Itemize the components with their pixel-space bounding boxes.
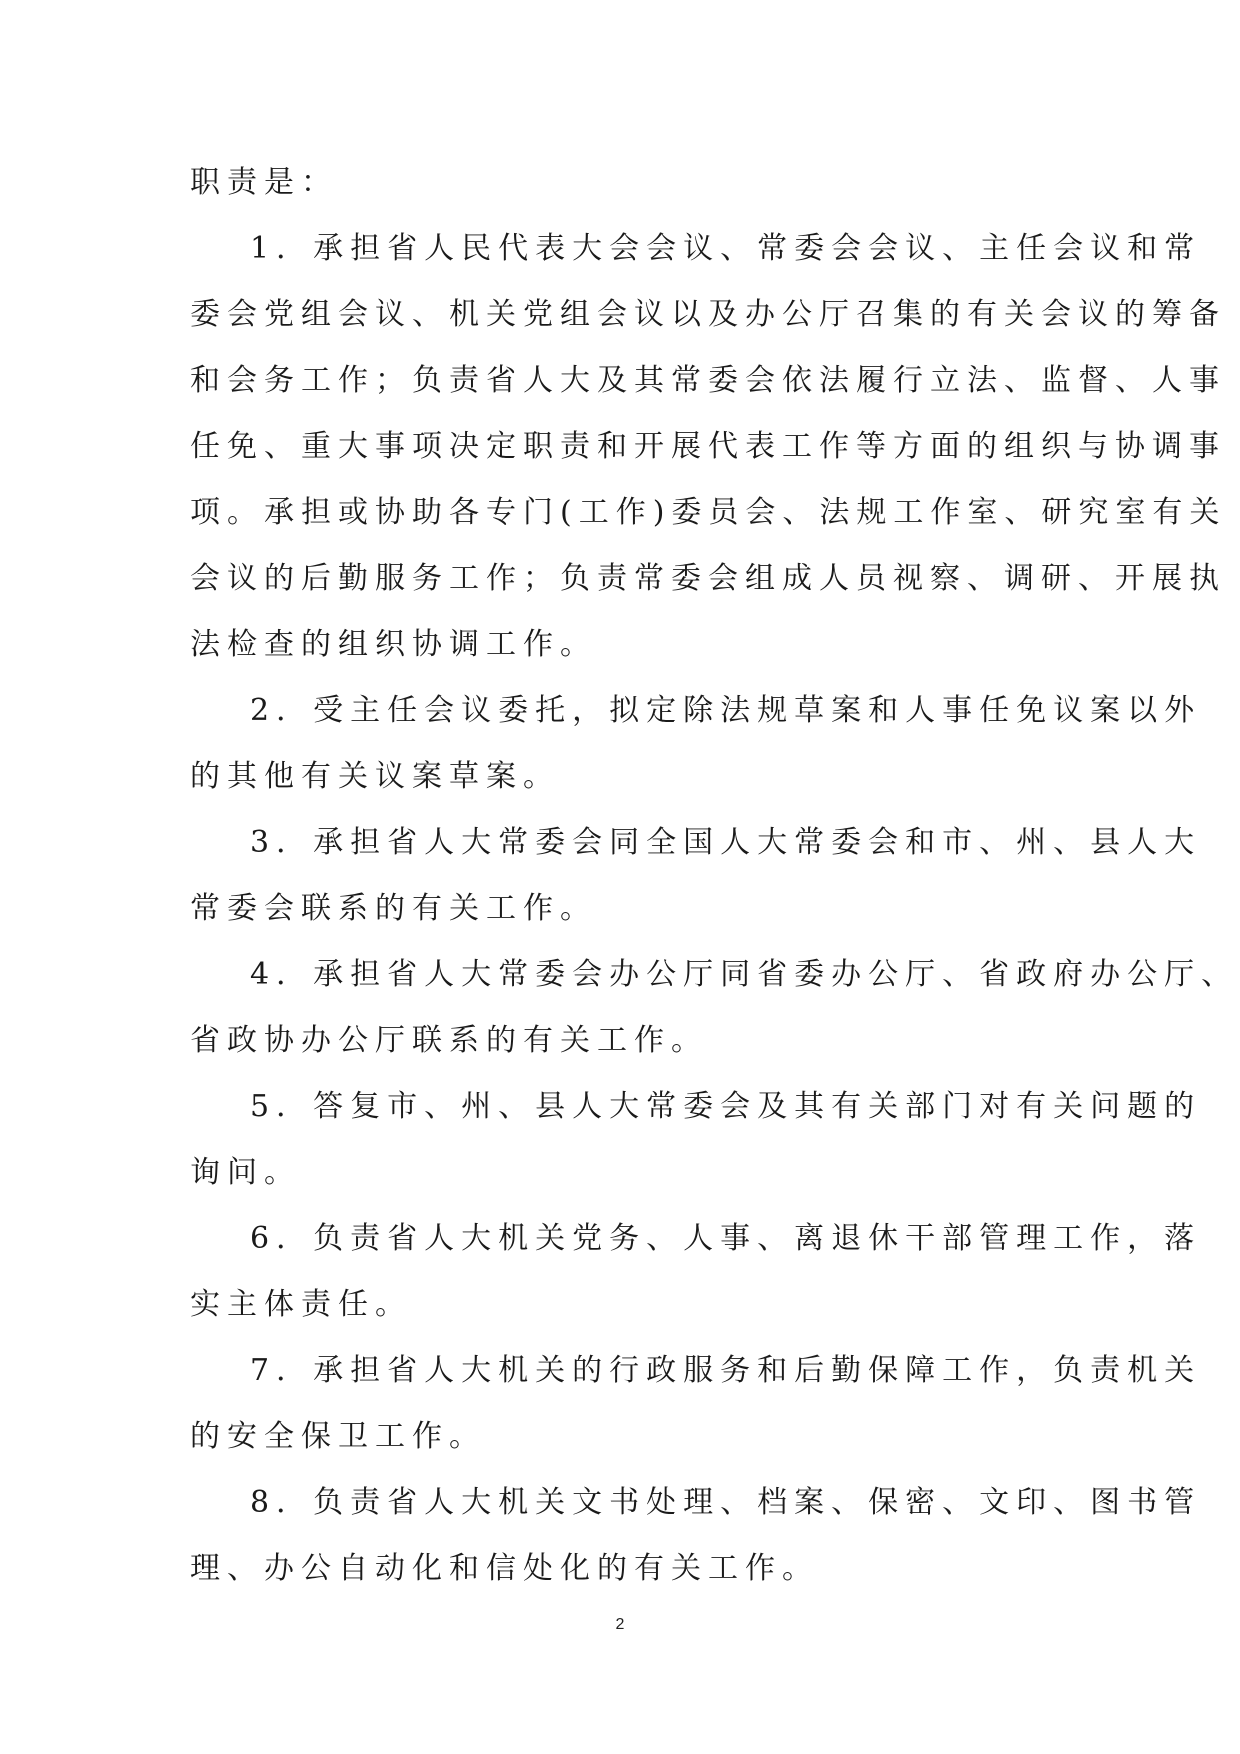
text-line: 省政协办公厅联系的有关工作。 bbox=[190, 1023, 708, 1058]
text-line: 1．承担省人民代表大会会议、常委会会议、主任会议和常 bbox=[250, 231, 1202, 266]
text-line: 的其他有关议案草案。 bbox=[190, 759, 560, 794]
text-line: 6．负责省人大机关党务、人事、离退休干部管理工作，落 bbox=[250, 1221, 1202, 1256]
text-line: 委会党组会议、机关党组会议以及办公厅召集的有关会议的筹备 bbox=[190, 297, 1226, 332]
text-line: 3．承担省人大常委会同全国人大常委会和市、州、县人大 bbox=[250, 825, 1202, 860]
text-line: 法检查的组织协调工作。 bbox=[190, 627, 597, 662]
text-line: 实主体责任。 bbox=[190, 1287, 412, 1322]
page-number: 2 bbox=[615, 1616, 625, 1633]
text-line: 2．受主任会议委托，拟定除法规草案和人事任免议案以外 bbox=[250, 693, 1202, 728]
text-line: 8．负责省人大机关文书处理、档案、保密、文印、图书管 bbox=[250, 1485, 1202, 1520]
text-line: 7．承担省人大机关的行政服务和后勤保障工作，负责机关 bbox=[250, 1353, 1202, 1388]
text-line: 的安全保卫工作。 bbox=[190, 1419, 486, 1454]
text-line: 询问。 bbox=[190, 1155, 301, 1190]
text-line: 会议的后勤服务工作；负责常委会组成人员视察、调研、开展执 bbox=[190, 561, 1226, 596]
text-line: 和会务工作；负责省人大及其常委会依法履行立法、监督、人事 bbox=[190, 363, 1226, 398]
text-line: 理、办公自动化和信处化的有关工作。 bbox=[190, 1551, 819, 1586]
text-line: 4．承担省人大常委会办公厅同省委办公厅、省政府办公厅、 bbox=[250, 957, 1239, 992]
document-body bbox=[190, 150, 1239, 1602]
text-line: 常委会联系的有关工作。 bbox=[190, 891, 597, 926]
text-line: 任免、重大事项决定职责和开展代表工作等方面的组织与协调事 bbox=[190, 429, 1226, 464]
text-line: 项。承担或协助各专门(工作)委员会、法规工作室、研究室有关 bbox=[190, 495, 1227, 530]
text-line: 5．答复市、州、县人大常委会及其有关部门对有关问题的 bbox=[250, 1089, 1202, 1124]
text-line: 职责是： bbox=[190, 165, 338, 200]
